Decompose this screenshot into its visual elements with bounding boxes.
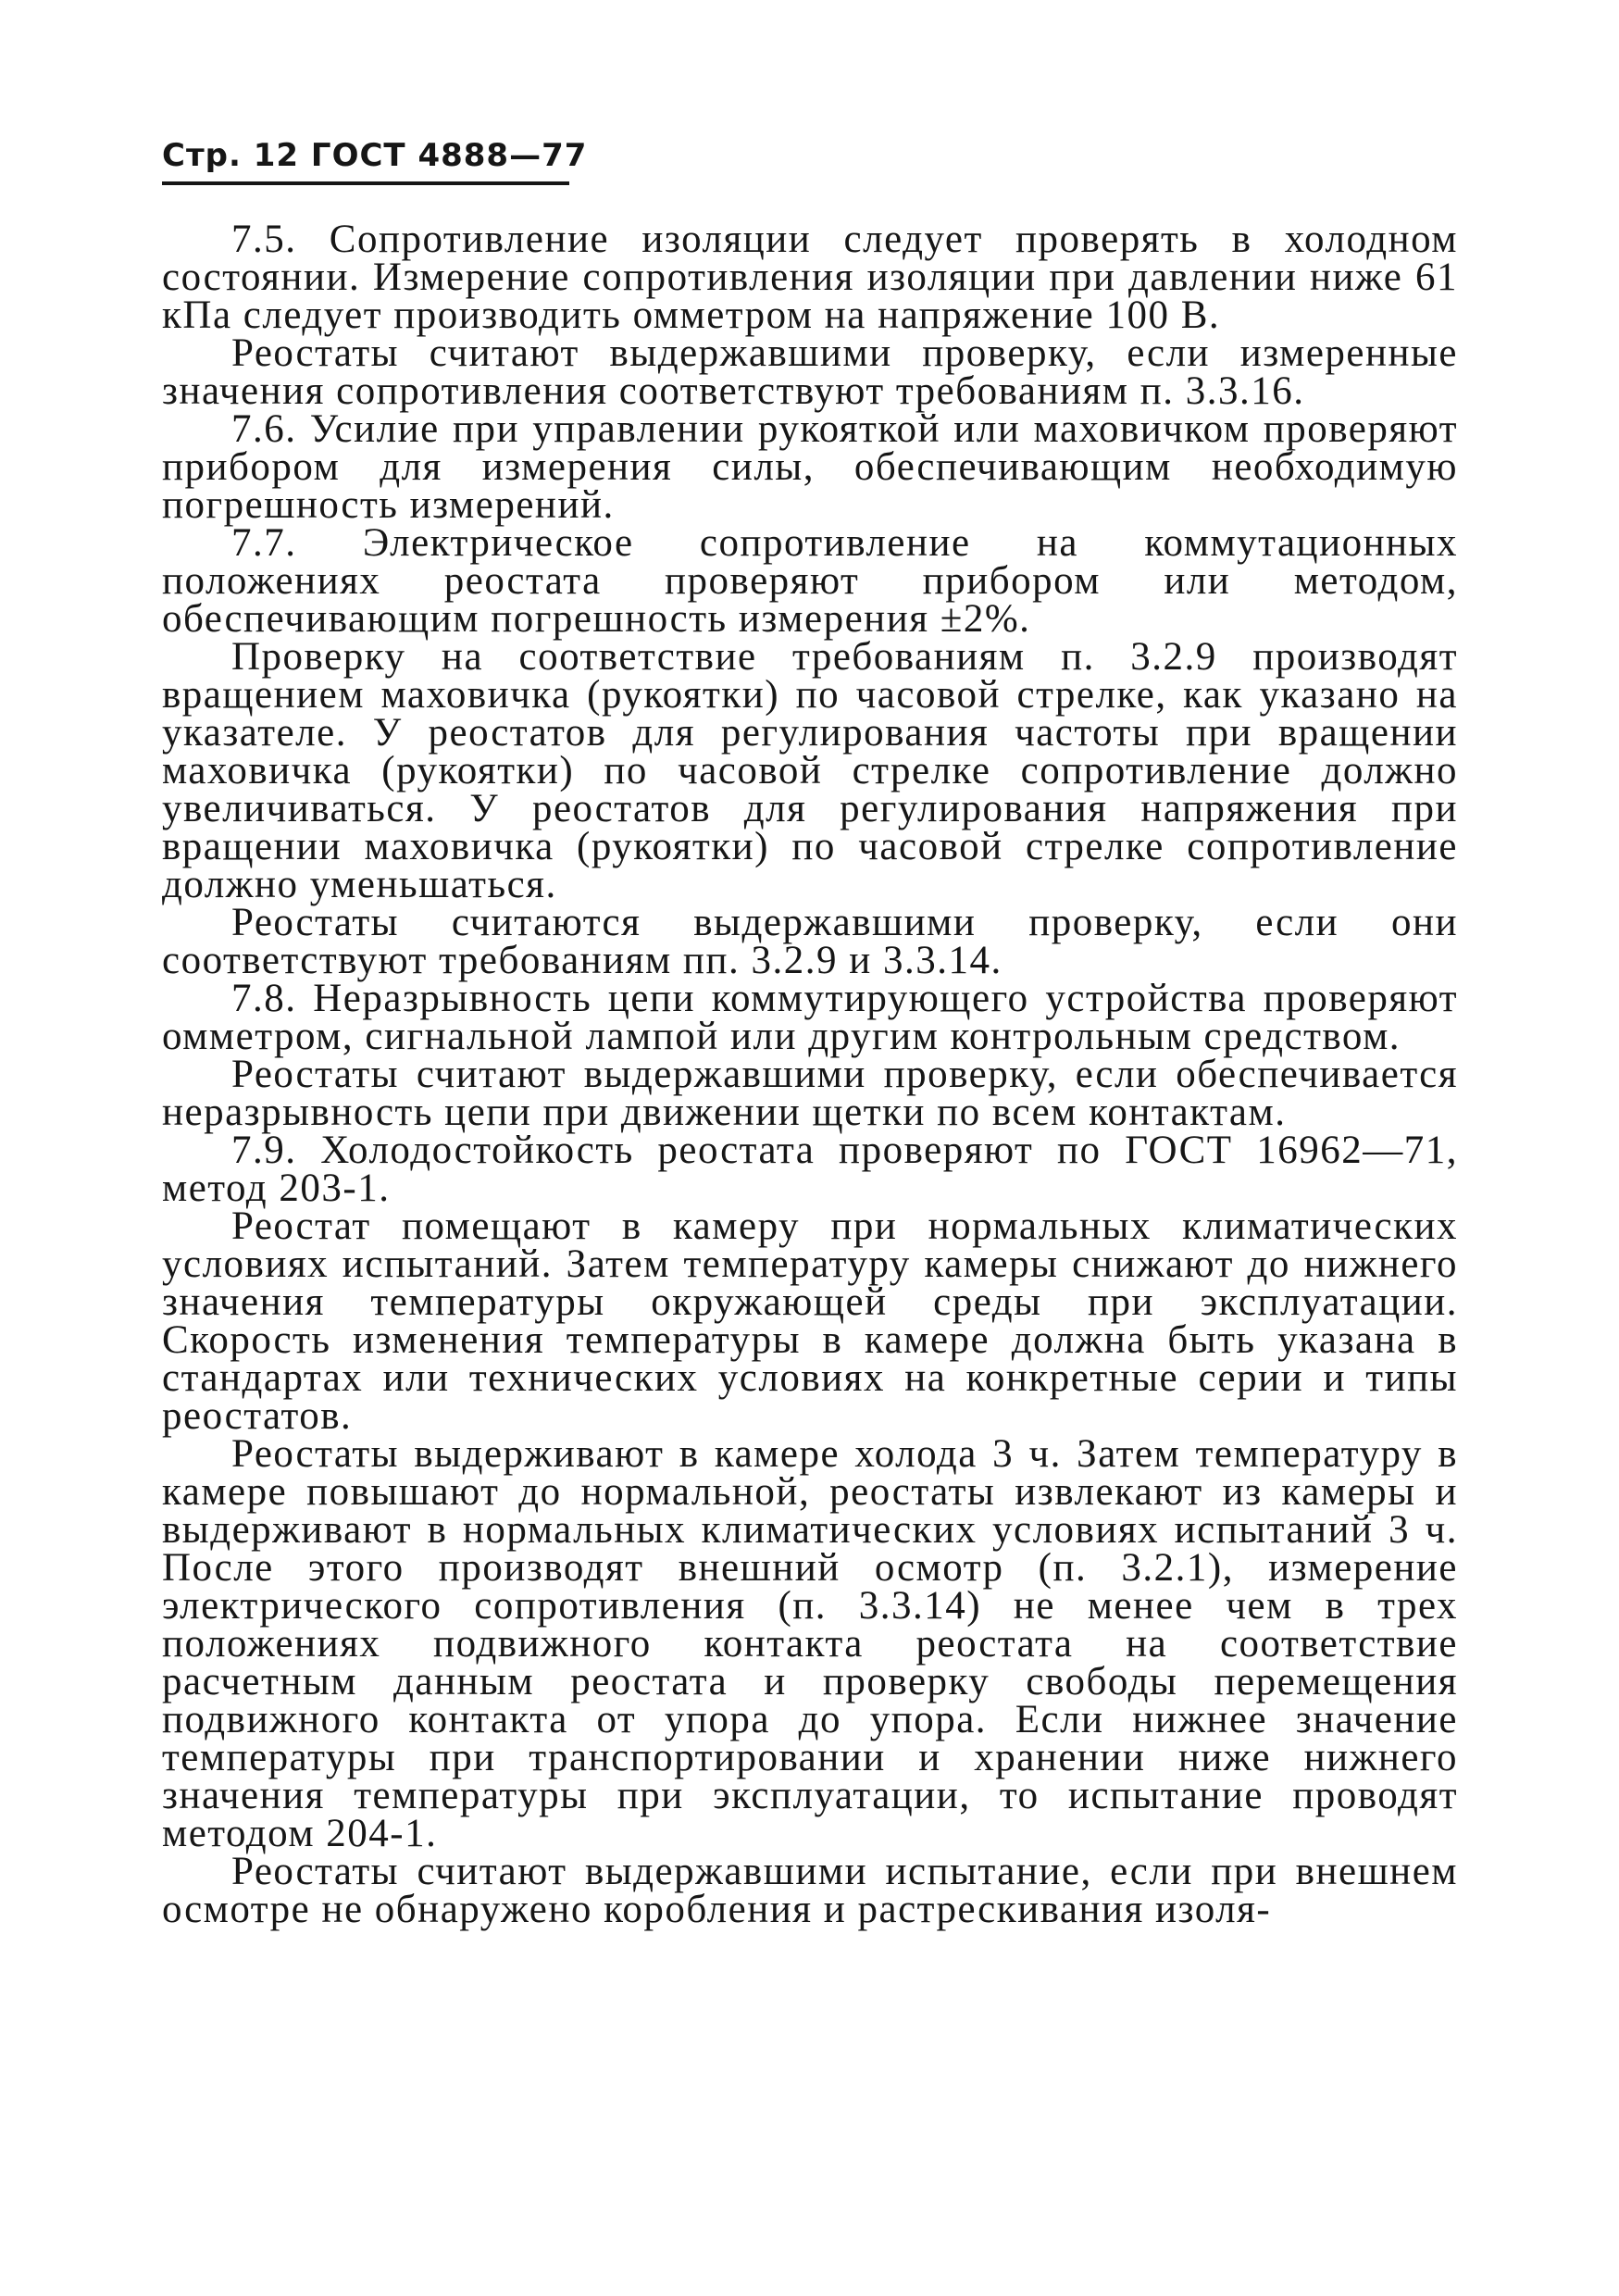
paragraph-7-8-result: Реостаты считают выдержавшими проверку, если обеспечивается неразрывность цепи при движении щетки по всем контактам. — [162, 1053, 1458, 1134]
header-divider — [162, 181, 569, 185]
page-header: Стр. 12 ГОСТ 4888—77 — [162, 137, 588, 174]
paragraph-7-7-result: Реостаты считаются выдержавшими проверку, если они соответствуют требованиям пп. 3.2.9 и 3.3.14. — [162, 901, 1458, 982]
paragraph-7-7: 7.7. Электрическое сопротивление на коммутационных положениях реостата проверяют прибором или методом, обеспечивающим погрешность измерения ±2%. — [162, 521, 1458, 641]
paragraph-7-7-check: Проверку на соответствие требованиям п. 3.2.9 производят вращением маховичка (рукоятки) по часовой стрелке, как указано на указателе. У реостатов для регулирования частоты при вращении маховичка (рукоятки) по часовой стрелке сопротивление должно увеличиваться. У реостатов для регулирования напряжения при вращении маховичка (рукоятки) по часовой стрелке сопротивление должно уменьшаться. — [162, 635, 1458, 906]
paragraph-7-8: 7.8. Неразрывность цепи коммутирующего устройства проверяют омметром, сигнальной лампой или другим контрольным средством. — [162, 977, 1458, 1058]
paragraph-7-6: 7.6. Усилие при управлении рукояткой или маховичком проверяют прибором для измерения силы, обеспечивающим необходимую погрешность измерений. — [162, 407, 1458, 527]
paragraph-7-9: 7.9. Холодостойкость реостата проверяют по ГОСТ 16962—71, метод 203-1. — [162, 1129, 1458, 1210]
paragraph-7-9-procedure: Реостат помещают в камеру при нормальных климатических условиях испытаний. Затем температуру камеры снижают до нижнего значения температуры окружающей среды при эксплуатации. Скорость изменения температуры в камере должна быть указана в стандартах или технических условиях на конкретные серии и типы реостатов. — [162, 1204, 1458, 1438]
document-body — [162, 218, 1458, 1931]
paragraph-7-5: 7.5. Сопротивление изоляции следует проверять в холодном состоянии. Измерение сопротивления изоляции при давлении ниже 61 кПа следует производить омметром на напряжение 100 В. — [162, 218, 1458, 337]
paragraph-7-9-result: Реостаты считают выдержавшими испытание, если при внешнем осмотре не обнаружено коробления и растрескивания изоля- — [162, 1850, 1458, 1931]
paragraph-7-5-result: Реостаты считают выдержавшими проверку, если измеренные значения сопротивления соответствуют требованиям п. 3.3.16. — [162, 331, 1458, 413]
paragraph-7-9-hold: Реостаты выдерживают в камере холода 3 ч. Затем температуру в камере повышают до нормальной, реостаты извлекают из камеры и выдерживают в нормальных климатических условиях испытаний 3 ч. После этого производят внешний осмотр (п. 3.2.1), измерение электрического сопротивления (п. 3.3.14) не менее чем в трех положениях подвижного контакта реостата на соответствие расчетным данным реостата и проверку свободы перемещения подвижного контакта от упора до упора. Если нижнее значение температуры при транспортировании и хранении ниже нижнего значения температуры при эксплуатации, то испытание проводят методом 204-1. — [162, 1432, 1458, 1855]
